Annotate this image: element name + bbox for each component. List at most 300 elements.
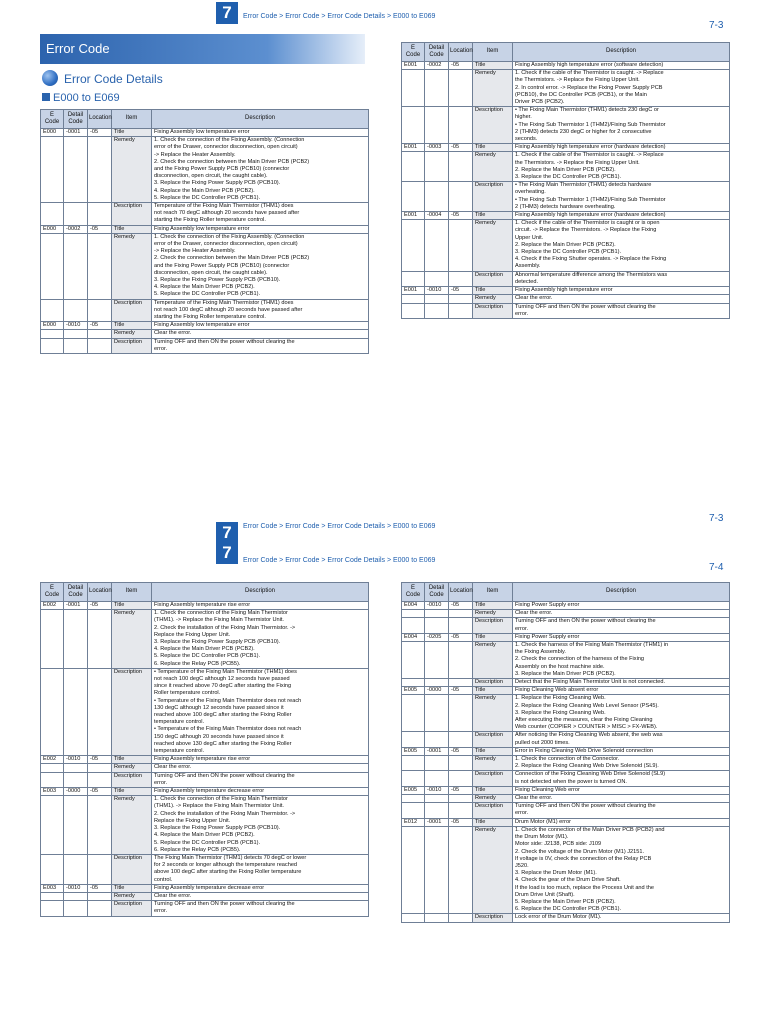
error-code-cell: E001 <box>402 287 425 295</box>
description-cell: Abnormal temperature difference among the Thermistors was detected. <box>513 271 730 286</box>
error-code-cell <box>41 610 64 669</box>
error-code-cell <box>402 182 425 212</box>
item-cell: Remedy <box>473 610 513 618</box>
table-row <box>41 129 369 137</box>
table-row <box>402 786 730 794</box>
location-cell <box>88 610 112 669</box>
location-cell: -05 <box>449 287 473 295</box>
table-row <box>402 220 730 271</box>
detail-code-cell: -0000 <box>64 788 88 796</box>
error-code-cell <box>402 826 425 913</box>
item-cell: Description <box>112 203 152 226</box>
error-code-cell <box>41 796 64 855</box>
header-location: Location <box>88 110 112 129</box>
detail-code-cell <box>425 695 449 732</box>
chapter-tab: 7 <box>216 542 238 564</box>
location-cell <box>449 732 473 747</box>
table-header-row <box>41 583 369 602</box>
description-cell: Turning OFF and then ON the power without clearing the error. <box>152 901 369 916</box>
location-cell <box>88 299 112 322</box>
location-cell <box>449 826 473 913</box>
item-cell: Description <box>112 901 152 916</box>
item-cell: Title <box>473 687 513 695</box>
error-code-cell: E005 <box>402 786 425 794</box>
location-cell <box>449 152 473 182</box>
description-cell: Lock error of the Drum Motor (M1). <box>513 914 730 922</box>
detail-code-cell: -0001 <box>425 818 449 826</box>
detail-code-cell <box>64 892 88 900</box>
item-cell: Remedy <box>473 152 513 182</box>
header-item: Item <box>112 110 152 129</box>
item-cell: Title <box>473 602 513 610</box>
item-cell: Title <box>473 212 513 220</box>
table-row <box>402 914 730 922</box>
error-code-cell: E002 <box>41 756 64 764</box>
table-row <box>402 826 730 913</box>
item-cell: Title <box>473 287 513 295</box>
item-cell: Description <box>473 303 513 318</box>
location-cell: -05 <box>88 602 112 610</box>
error-code-cell <box>402 220 425 271</box>
table-row <box>41 330 369 338</box>
detail-code-cell <box>64 299 88 322</box>
location-cell <box>449 795 473 803</box>
error-code-cell <box>41 854 64 884</box>
description-cell: Fixing Assembly high temperature error (software detection) <box>513 62 730 70</box>
location-cell <box>449 303 473 318</box>
description-cell: Clear the error. <box>513 610 730 618</box>
detail-code-cell: -0010 <box>425 287 449 295</box>
description-cell: Clear the error. <box>152 330 369 338</box>
detail-code-cell <box>64 764 88 772</box>
description-cell: • The Fixing Main Thermistor (THM1) detects 230 degC or higher. • The Fixing Sub Thermistor 1 (THM2)/Fixing Sub Thermistor 2 (THM3) detects 230 degC or higher for 2 consecutive seconds. <box>513 107 730 144</box>
detail-code-cell: -0002 <box>64 225 88 233</box>
description-cell: Fixing Power Supply error <box>513 602 730 610</box>
item-cell: Title <box>112 756 152 764</box>
manual-page-bottom <box>0 513 768 1024</box>
location-cell: -05 <box>449 786 473 794</box>
description-cell: Detect that the Fixing Main Thermistor Unit is not connected. <box>513 679 730 687</box>
location-cell <box>88 330 112 338</box>
description-cell: After noticing the Fixing Cleaning Web absent, the web was pulled out 2000 times. <box>513 732 730 747</box>
error-code-cell: E003 <box>41 884 64 892</box>
error-code-cell: E012 <box>402 818 425 826</box>
detail-code-cell <box>64 901 88 916</box>
detail-code-cell <box>64 233 88 299</box>
detail-code-cell <box>64 338 88 353</box>
description-cell: 1. Check the connection of the Fixing Assembly. (Connection error of the Drawer, connector disconnection, open circuit) -> Replace the Heater Assembly. 2. Check the connection between the Main Driver PCB (PCB2) and the Fixing Power Supply PCB (PCB10) (connector disconnection, open circuit, the caught cable). 3. Replace the Fixing Power Supply PCB (PCB10). 4. Replace the Main Driver PCB (PCB2). 5. Replace the DC Controller PCB (PCB1). <box>152 233 369 299</box>
item-cell: Title <box>473 747 513 755</box>
description-cell: Fixing Assembly high temperature error (hardware detection) <box>513 144 730 152</box>
location-cell <box>88 796 112 855</box>
detail-code-cell <box>425 610 449 618</box>
detail-code-cell <box>425 295 449 303</box>
table-row <box>41 233 369 299</box>
error-code-cell: E001 <box>402 62 425 70</box>
header-code: E Code <box>41 583 64 602</box>
location-cell: -05 <box>449 687 473 695</box>
header-description: Description <box>152 583 369 602</box>
table-row <box>41 788 369 796</box>
location-cell: -05 <box>88 788 112 796</box>
description-cell: Fixing Cleaning Web error <box>513 786 730 794</box>
item-cell: Remedy <box>112 892 152 900</box>
error-table-e001 <box>401 42 730 319</box>
item-cell: Remedy <box>473 220 513 271</box>
description-cell: 1. Check if the cable of the Thermistor is caught or is open circuit. -> Replace the Thermistors. -> Replace the Fixing Upper Unit. 2. Replace the Main Driver PCB (PCB2). 3. Replace the DC Controller PCB (PCB1). 4. Check if the Fixing Shutter operates. -> Replace the Fixing Assembly. <box>513 220 730 271</box>
error-code-cell <box>41 892 64 900</box>
item-cell: Title <box>112 129 152 137</box>
table-row <box>402 747 730 755</box>
item-cell: Title <box>112 788 152 796</box>
item-cell: Description <box>473 182 513 212</box>
item-cell: Description <box>473 107 513 144</box>
item-cell: Description <box>473 914 513 922</box>
table-row <box>41 668 369 755</box>
location-cell <box>449 610 473 618</box>
description-cell: Clear the error. <box>152 764 369 772</box>
table-row <box>402 795 730 803</box>
detail-code-cell: -0003 <box>425 144 449 152</box>
error-code-cell <box>402 152 425 182</box>
item-cell: Remedy <box>473 642 513 679</box>
item-cell: Remedy <box>473 826 513 913</box>
item-cell: Description <box>473 732 513 747</box>
table-row <box>402 295 730 303</box>
detail-code-cell: -0000 <box>425 687 449 695</box>
error-code-cell <box>41 330 64 338</box>
chapter-tab: 7 <box>216 522 238 544</box>
detail-code-cell: -0010 <box>425 786 449 794</box>
table-row <box>41 796 369 855</box>
table-row <box>402 756 730 771</box>
item-cell: Description <box>112 299 152 322</box>
location-cell <box>88 137 112 203</box>
description-cell: 1. Check the connection of the Fixing Assembly. (Connection error of the Drawer, connector disconnection, open circuit) -> Replace the Heater Assembly. 2. Check the connection between the Main Driver PCB (PCB2) and the Fixing Power Supply PCB (PCB10) (connector disconnection, open circuit, the caught cable). 3. Replace the Fixing Power Supply PCB (PCB10). 4. Replace the Main Driver PCB (PCB2). 5. Replace the DC Controller PCB (PCB1). <box>152 137 369 203</box>
table-row <box>402 152 730 182</box>
table-row <box>41 854 369 884</box>
description-cell: Fixing Power Supply error <box>513 633 730 641</box>
detail-code-cell <box>425 152 449 182</box>
location-cell <box>88 772 112 787</box>
error-code-cell <box>402 610 425 618</box>
table-row <box>402 618 730 633</box>
error-code-cell: E000 <box>41 322 64 330</box>
header-detail: Detail Code <box>425 43 449 62</box>
error-code-cell <box>402 795 425 803</box>
item-cell: Remedy <box>473 756 513 771</box>
table-row <box>41 884 369 892</box>
description-cell: • Temperature of the Fixing Main Thermistor (THM1) does not reach 100 degC although 12 seconds have passed since it reached above 70 degC after starting the Fixing Roller temperature control. • Temperature of the Fixing Main Thermistor does not reach 130 degC although 12 seconds have passed since it reached above 100 degC after starting the Fixing Roller temperature control. • Temperature of the Fixing Main Thermistor does not reach 150 degC although 20 seconds have passed since it reached above 130 degC after starting the Fixing Roller temperature control. <box>152 668 369 755</box>
location-cell <box>449 182 473 212</box>
error-code-cell: E001 <box>402 212 425 220</box>
item-cell: Description <box>473 771 513 786</box>
item-cell: Remedy <box>473 295 513 303</box>
location-cell: -05 <box>449 818 473 826</box>
header-code: E Code <box>402 43 425 62</box>
detail-code-cell <box>64 610 88 669</box>
location-cell <box>449 271 473 286</box>
description-cell: Fixing Cleaning Web absent error <box>513 687 730 695</box>
location-cell <box>449 756 473 771</box>
detail-code-cell <box>425 756 449 771</box>
table-row <box>402 610 730 618</box>
error-code-cell: E004 <box>402 602 425 610</box>
location-cell <box>449 107 473 144</box>
item-cell: Remedy <box>473 795 513 803</box>
description-cell: Fixing Assembly high temperature error <box>513 287 730 295</box>
description-cell: Fixing Assembly temperature decrease error <box>152 788 369 796</box>
description-cell: 1. Check if the cable of the Thermistor is caught. -> Replace the Thermistors. -> Replace the Fixing Upper Unit. 2. In control error. -> Replace the Fixing Power Supply PCB (PCB10), the DC Controller PCB (PCB1), or the Main Driver PCB (PCB2). <box>513 70 730 107</box>
detail-code-cell <box>425 679 449 687</box>
description-cell: Clear the error. <box>513 795 730 803</box>
table-row <box>402 70 730 107</box>
item-cell: Title <box>473 144 513 152</box>
detail-code-cell <box>425 771 449 786</box>
error-code-cell <box>402 732 425 747</box>
table-row <box>402 642 730 679</box>
description-cell: 1. Check the connection of the Main Driver PCB (PCB2) and the Drum Motor (M1). Motor side: J2138, PCB side: J109 2. Check the voltage of the Drum Motor (M1) J2151. If voltage is 0V, check the connection of the Relay PCB J520. 3. Replace the Drum Motor (M1). 4. Check the gear of the Drum Drive Shaft. If the load is too much, replace the Process Unit and the Drum Drive Unit (Shaft). 5. Replace the Main Driver PCB (PCB2). 6. Replace the DC Controller PCB (PCB1). <box>513 826 730 913</box>
item-cell: Title <box>473 786 513 794</box>
error-code-cell <box>402 771 425 786</box>
description-cell: 1. Check the connection of the Fixing Main Thermistor (THM1). -> Replace the Fixing Main Thermistor Unit. 2. Check the installation of the Fixing Main Thermistor. -> Replace the Fixing Upper Unit. 3. Replace the Fixing Power Supply PCB (PCB10). 4. Replace the Main Driver PCB (PCB2). 5. Replace the DC Controller PCB (PCB1). 6. Replace the Relay PCB (PCB5). <box>152 796 369 855</box>
item-cell: Title <box>112 884 152 892</box>
error-code-cell <box>402 803 425 818</box>
header-detail: Detail Code <box>425 583 449 602</box>
item-cell: Title <box>112 602 152 610</box>
location-cell: -05 <box>449 144 473 152</box>
description-cell: Fixing Assembly temperature decrease error <box>152 884 369 892</box>
location-cell <box>88 203 112 226</box>
error-code-cell: E003 <box>41 788 64 796</box>
description-cell: Fixing Assembly high temperature error (hardware detection) <box>513 212 730 220</box>
error-code-cell: E000 <box>41 129 64 137</box>
detail-code-cell <box>425 914 449 922</box>
detail-code-cell: -0205 <box>425 633 449 641</box>
description-cell: Fixing Assembly temperature rise error <box>152 602 369 610</box>
error-code-cell <box>41 338 64 353</box>
description-cell: The Fixing Main Thermistor (THM1) detects 70 degC or lower for 2 seconds or longer although the temperature reached above 100 degC after starting the Fixing Roller temperature control. <box>152 854 369 884</box>
table-row <box>41 756 369 764</box>
chapter-tab: 7 <box>216 2 238 24</box>
table-row <box>41 203 369 226</box>
table-row <box>402 271 730 286</box>
item-cell: Description <box>473 271 513 286</box>
table-row <box>402 602 730 610</box>
manual-page-top <box>0 0 768 500</box>
location-cell <box>449 642 473 679</box>
page-number: 7-3 <box>709 513 724 524</box>
header-description: Description <box>152 110 369 129</box>
location-cell <box>88 764 112 772</box>
description-cell: Turning OFF and then ON the power without clearing the error. <box>513 618 730 633</box>
location-cell: -05 <box>449 633 473 641</box>
description-cell: Drum Motor (M1) error <box>513 818 730 826</box>
detail-code-cell: -0004 <box>425 212 449 220</box>
error-code-cell <box>402 695 425 732</box>
location-cell: -05 <box>449 747 473 755</box>
description-cell: Temperature of the Fixing Main Thermistor (THM1) does not reach 70 degC although 20 seconds have passed after starting the Fixing Roller temperature control. <box>152 203 369 226</box>
description-cell: • The Fixing Main Thermistor (THM1) detects hardware overheating. • The Fixing Sub Thermistor 1 (THM2)/Fixing Sub Thermistor 2 (THM3) detects hardware overheating. <box>513 182 730 212</box>
detail-code-cell <box>425 618 449 633</box>
detail-code-cell <box>64 203 88 226</box>
detail-code-cell <box>425 182 449 212</box>
detail-code-cell <box>64 137 88 203</box>
detail-code-cell <box>425 303 449 318</box>
detail-code-cell: -0010 <box>64 884 88 892</box>
description-cell: Clear the error. <box>513 295 730 303</box>
table-header-row <box>402 583 730 602</box>
error-code-cell: E002 <box>41 602 64 610</box>
location-cell: -05 <box>88 129 112 137</box>
location-cell <box>449 70 473 107</box>
location-cell <box>449 771 473 786</box>
location-cell <box>449 803 473 818</box>
detail-code-cell: -0001 <box>64 602 88 610</box>
section-title: Error Code <box>40 34 365 64</box>
table-row <box>402 695 730 732</box>
subsection-title-text: Error Code Details <box>64 72 163 86</box>
detail-code-cell <box>425 732 449 747</box>
location-cell <box>88 233 112 299</box>
description-cell: Fixing Assembly low temperature error <box>152 225 369 233</box>
table-row <box>402 771 730 786</box>
range-title-text: E000 to E069 <box>53 92 120 104</box>
detail-code-cell <box>64 854 88 884</box>
range-title <box>42 92 120 104</box>
location-cell <box>449 695 473 732</box>
header-location: Location <box>449 43 473 62</box>
header-location: Location <box>449 583 473 602</box>
error-code-cell: E004 <box>402 633 425 641</box>
breadcrumb: Error Code > Error Code > Error Code Details > E000 to E069 <box>243 13 436 20</box>
detail-code-cell <box>425 826 449 913</box>
location-cell <box>449 679 473 687</box>
description-cell: Fixing Assembly temperature rise error <box>152 756 369 764</box>
description-cell: Error in Fixing Cleaning Web Drive Solenoid connection <box>513 747 730 755</box>
item-cell: Title <box>473 633 513 641</box>
table-row <box>402 818 730 826</box>
location-cell <box>449 295 473 303</box>
description-cell: 1. Check the connection of the Connector. 2. Replace the Fixing Cleaning Web Drive Solenoid (SL9). <box>513 756 730 771</box>
table-row <box>41 610 369 669</box>
error-code-cell <box>402 914 425 922</box>
detail-code-cell <box>425 107 449 144</box>
table-header-row <box>402 43 730 62</box>
description-cell: 1. Replace the Fixing Cleaning Web. 2. Replace the Fixing Cleaning Web Level Sensor (PS45). 3. Replace the Fixing Cleaning Web. After executing the measures, clear the Fixing Cleaning Web counter (COPIER > COUNTER > MISC > FX-WEB). <box>513 695 730 732</box>
detail-code-cell: -0001 <box>64 129 88 137</box>
detail-code-cell: -0001 <box>425 747 449 755</box>
item-cell: Remedy <box>112 610 152 669</box>
detail-code-cell <box>64 772 88 787</box>
error-table-e000 <box>40 109 369 354</box>
location-cell: -05 <box>88 322 112 330</box>
detail-code-cell: -0002 <box>425 62 449 70</box>
subsection-title <box>42 70 163 87</box>
location-cell: -05 <box>88 225 112 233</box>
error-code-cell: E005 <box>402 687 425 695</box>
item-cell: Remedy <box>473 695 513 732</box>
header-description: Description <box>513 43 730 62</box>
table-row <box>402 287 730 295</box>
error-code-cell <box>402 303 425 318</box>
location-cell <box>88 892 112 900</box>
item-cell: Remedy <box>112 764 152 772</box>
description-cell: Fixing Assembly low temperature error <box>152 322 369 330</box>
location-cell: -05 <box>88 756 112 764</box>
table-row <box>41 892 369 900</box>
error-code-cell <box>402 618 425 633</box>
error-code-cell: E000 <box>41 225 64 233</box>
table-row <box>402 633 730 641</box>
item-cell: Description <box>112 772 152 787</box>
detail-code-cell: -0010 <box>64 756 88 764</box>
detail-code-cell: -0010 <box>64 322 88 330</box>
item-cell: Title <box>112 322 152 330</box>
table-row <box>41 772 369 787</box>
location-cell <box>449 220 473 271</box>
header-code: E Code <box>402 583 425 602</box>
error-table-e002-e003 <box>40 582 369 917</box>
description-cell: Turning OFF and then ON the power without clearing the error. <box>152 772 369 787</box>
header-description: Description <box>513 583 730 602</box>
detail-code-cell <box>64 330 88 338</box>
location-cell <box>449 914 473 922</box>
square-bullet-icon <box>42 93 50 101</box>
item-cell: Remedy <box>112 233 152 299</box>
header-detail: Detail Code <box>64 583 88 602</box>
description-cell: Temperature of the Fixing Main Thermistor (THM1) does not reach 100 degC although 20 seconds have passed after starting the Fixing Roller temperature control. <box>152 299 369 322</box>
table-row <box>41 901 369 916</box>
table-row <box>402 144 730 152</box>
table-row <box>402 303 730 318</box>
description-cell: Clear the error. <box>152 892 369 900</box>
item-cell: Title <box>473 818 513 826</box>
location-cell <box>449 618 473 633</box>
table-row <box>402 687 730 695</box>
header-location: Location <box>88 583 112 602</box>
description-cell: Turning OFF and then ON the power without clearing the error. <box>513 303 730 318</box>
breadcrumb: Error Code > Error Code > Error Code Details > E000 to E069 <box>243 557 436 564</box>
item-cell: Description <box>473 679 513 687</box>
item-cell: Description <box>112 854 152 884</box>
item-cell: Remedy <box>112 796 152 855</box>
error-code-cell <box>402 107 425 144</box>
error-code-cell <box>402 756 425 771</box>
table-row <box>41 602 369 610</box>
table-row <box>402 212 730 220</box>
table-row <box>41 137 369 203</box>
error-code-cell <box>41 137 64 203</box>
error-code-cell <box>402 679 425 687</box>
header-code: E Code <box>41 110 64 129</box>
error-code-cell: E001 <box>402 144 425 152</box>
header-item: Item <box>473 583 513 602</box>
table-row <box>402 107 730 144</box>
item-cell: Description <box>112 668 152 755</box>
detail-code-cell <box>425 271 449 286</box>
page-number: 7-3 <box>709 20 724 31</box>
item-cell: Description <box>473 618 513 633</box>
detail-code-cell <box>64 796 88 855</box>
description-cell: 1. Check the connection of the Fixing Main Thermistor (THM1). -> Replace the Fixing Main Thermistor Unit. 2. Check the installation of the Fixing Main Thermistor. -> Replace the Fixing Upper Unit. 3. Replace the Fixing Power Supply PCB (PCB10). 4. Replace the Main Driver PCB (PCB2). 5. Replace the DC Controller PCB (PCB1). 6. Replace the Relay PCB (PCB5). <box>152 610 369 669</box>
detail-code-cell <box>425 795 449 803</box>
table-header-row <box>41 110 369 129</box>
table-row <box>41 299 369 322</box>
table-row <box>41 225 369 233</box>
breadcrumb: Error Code > Error Code > Error Code Details > E000 to E069 <box>243 523 436 530</box>
error-code-cell: E005 <box>402 747 425 755</box>
